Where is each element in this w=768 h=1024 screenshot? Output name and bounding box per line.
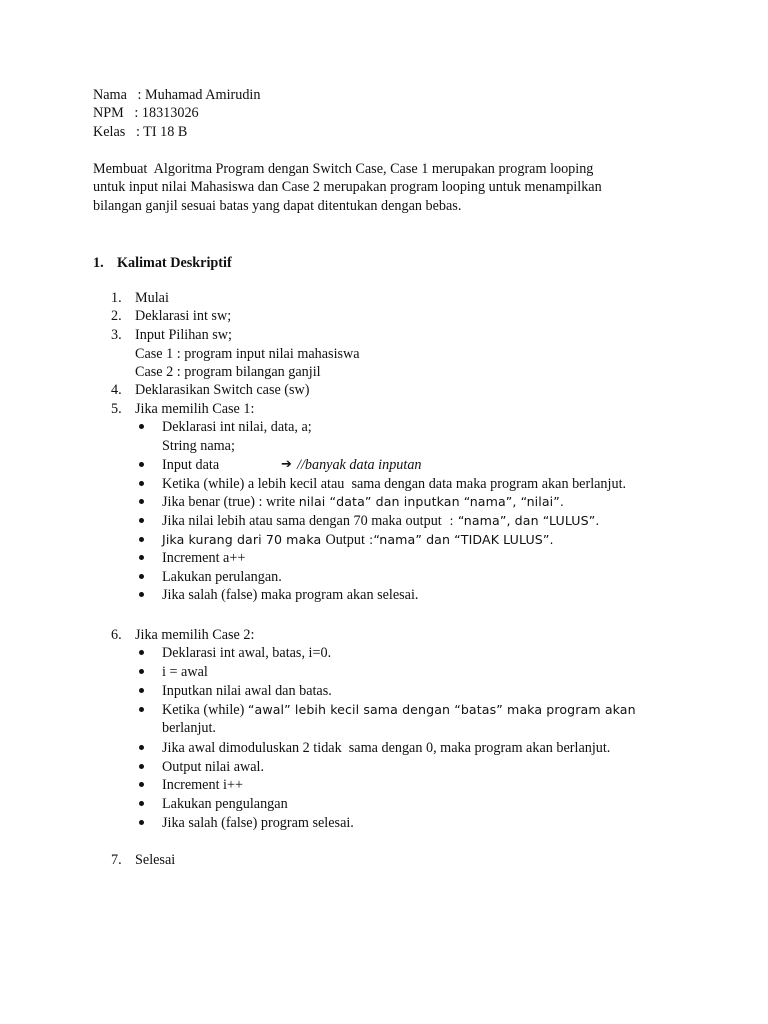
step-6-number: 6. [111,627,122,643]
step-5-bullet-9: Jika salah (false) maka program akan selesai. [162,587,419,603]
bullet-icon [139,688,144,693]
step-3-case-1: Case 1 : program input nilai mahasiswa [135,346,360,362]
step-5-bullet-3: Ketika (while) a lebih kecil atau sama dengan data maka program akan berlanjut. [162,476,627,492]
step-5-bullet-1-cont: String nama; [162,438,235,454]
step-5-bullet-7: Increment a++ [162,550,246,566]
step-6-bullet-3: Inputkan nilai awal dan batas. [162,683,332,699]
step-5-bullet-2-comment: //banyak data inputan [297,457,422,473]
step-3-text: Input Pilihan sw; [135,327,232,343]
step-1-text: Mulai [135,290,169,306]
step-5-bullet-8: Lakukan perulangan. [162,569,282,585]
step-6-bullet-7: Increment i++ [162,777,243,793]
step-6-bullet-4: Ketika (while) “awal” lebih kecil sama dengan “batas” maka program akan [162,702,636,718]
student-name: Nama : Muhamad Amirudin [93,87,261,103]
step-6-bullet-6: Output nilai awal. [162,759,265,775]
step-4-number: 4. [111,382,122,398]
bullet-icon [139,801,144,806]
step-5-bullet-6: Jika kurang dari 70 maka Output :“nama” dan “TIDAK LULUS”. [162,532,554,548]
intro-line-3: bilangan ganjil sesuai batas yang dapat ditentukan dengan bebas. [93,198,462,214]
step-4-text: Deklarasikan Switch case (sw) [135,382,310,398]
bullet-icon [139,764,144,769]
intro-line-1: Membuat Algoritma Program dengan Switch Case, Case 1 merupakan program looping [93,161,594,177]
step-5-bullet-4: Jika benar (true) : write nilai “data” dan inputkan “nama”, “nilai”. [162,494,564,510]
student-npm: NPM : 18313026 [93,105,199,121]
bullet-icon [139,669,144,674]
step-2-number: 2. [111,308,122,324]
step-5-number: 5. [111,401,122,417]
bullet-icon [139,462,144,467]
bullet-icon [139,574,144,579]
step-5-bullet-1: Deklarasi int nilai, data, a; [162,419,312,435]
student-class: Kelas : TI 18 B [93,124,188,140]
step-7-text: Selesai [135,852,176,868]
bullet-icon [139,537,144,542]
bullet-icon [139,707,144,712]
bullet-icon [139,481,144,486]
bullet-icon [139,650,144,655]
section-title: Kalimat Deskriptif [117,255,232,271]
bullet-icon [139,592,144,597]
section-number: 1. [93,255,104,271]
bullet-icon [139,820,144,825]
step-6-bullet-9: Jika salah (false) program selesai. [162,815,354,831]
step-5-bullet-5: Jika nilai lebih atau sama dengan 70 maka output : “nama”, dan “LULUS”. [162,513,600,529]
step-6-bullet-4-cont: berlanjut. [162,720,216,736]
step-6-bullet-1: Deklarasi int awal, batas, i=0. [162,645,332,661]
step-3-number: 3. [111,327,122,343]
step-5-bullet-2: Input data [162,457,220,473]
bullet-icon [139,745,144,750]
bullet-icon [139,518,144,523]
step-5-text: Jika memilih Case 1: [135,401,255,417]
step-6-bullet-8: Lakukan pengulangan [162,796,288,812]
step-6-bullet-2: i = awal [162,664,208,680]
right-arrow-icon: ➔ [281,457,292,472]
step-6-text: Jika memilih Case 2: [135,627,255,643]
intro-line-2: untuk input nilai Mahasiswa dan Case 2 merupakan program looping untuk menampilkan [93,179,602,195]
step-6-bullet-5: Jika awal dimoduluskan 2 tidak sama dengan 0, maka program akan berlanjut. [162,740,611,756]
bullet-icon [139,555,144,560]
bullet-icon [139,499,144,504]
step-2-text: Deklarasi int sw; [135,308,232,324]
step-7-number: 7. [111,852,122,868]
step-3-case-2: Case 2 : program bilangan ganjil [135,364,321,380]
step-1-number: 1. [111,290,122,306]
bullet-icon [139,782,144,787]
bullet-icon [139,424,144,429]
